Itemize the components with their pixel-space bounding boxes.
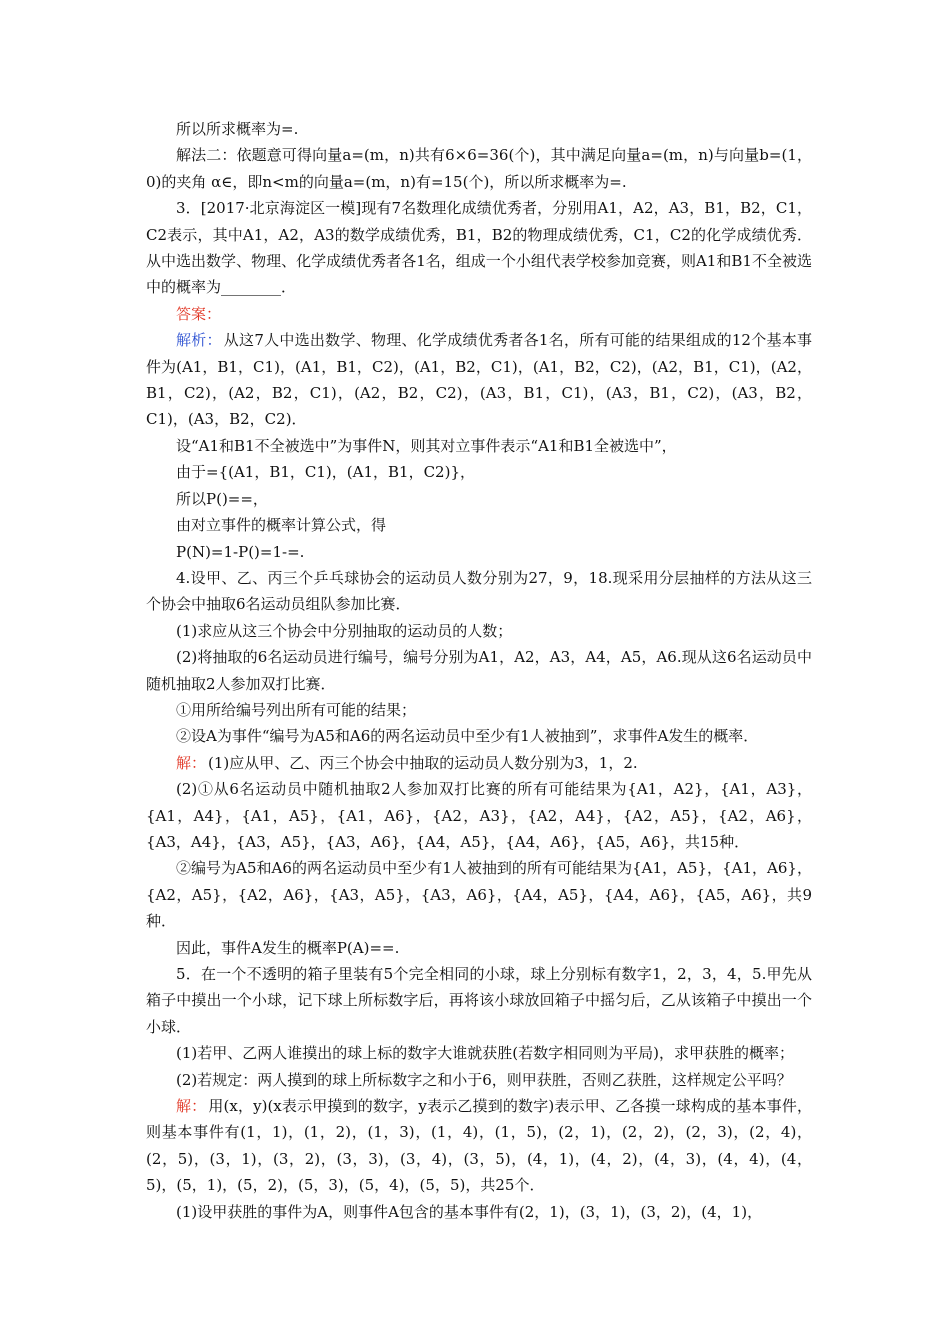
question-4: 4.设甲、乙、丙三个乒乓球协会的运动员人数分别为27，9，18.现采用分层抽样的方法从这三个协会中抽取6名运动员组队参加比赛． — [146, 568, 812, 614]
solution-label: 解： — [176, 753, 207, 772]
text-paragraph: 解法二：依题意可得向量a=(m，n)共有6×6=36(个)，其中满足向量a=(m，n)与向量b=(1，0)的夹角 α∈，即n<m的向量a=(m，n)有=15(个)，所以所求概率为=. — [146, 146, 812, 191]
text-line: 由对立事件的概率计算公式，得 — [176, 516, 387, 535]
document-page — [146, 116, 812, 1225]
solution-4-part-1: 解： (1)应从甲、乙、丙三个协会中抽取的运动员人数分别为3，1，2. — [176, 753, 638, 772]
analysis-label: 解析： — [176, 331, 222, 350]
question-4-part-2a: ①用所给编号列出所有可能的结果； — [176, 700, 417, 719]
text-line: 由于={(A1，B1，C1)，(A1，B1，C2)}， — [176, 463, 475, 482]
question-4-part-2: (2)将抽取的6名运动员进行编号，编号分别为A1，A2，A3，A4，A5，A6.现从这6名运动员中随机抽取2人参加双打比赛． — [146, 648, 812, 693]
question-4-part-2b: ②设A为事件“编号为A5和A6的两名运动员中至少有1人被抽到”，求事件A发生的概率． — [176, 727, 759, 746]
solution-4-part-2a: (2)①从6名运动员中随机抽取2人参加双打比赛的所有可能结果为{A1，A2}，{A1，A3}，{A1，A4}，{A1，A5}，{A1，A6}，{A2，A3}，{A2，A4}，{A2，A5}，{A2，A6}，{A3，A4}，{A3，A5}，{A3，A6}，{A4，A5}，{A4，A6}，{A5，A6}，共15种． — [146, 780, 812, 851]
question-4-part-1: (1)求应从这三个协会中分别抽取的运动员的人数； — [176, 621, 513, 640]
question-5: 5．在一个不透明的箱子里装有5个完全相同的小球，球上分别标有数字1，2，3，4，5.甲先从箱子中摸出一个小球，记下球上所标数字后，再将该小球放回箱子中摇匀后，乙从该箱子中摸出一个小球． — [146, 965, 812, 1036]
analysis-text: 从这7人中选出数学、物理、化学成绩优秀者各1名，所有可能的结果组成的12个基本事件为(A1，B1，C1)，(A1，B1，C2)，(A1，B2，C1)，(A1，B2，C2)，(A2，B1，C1)，(A2，B1，C2)，(A2，B2，C1)，(A2，B2，C2)，(A3，B1，C1)，(A3，B1，C2)，(A3，B2，C1)，(A3，B2，C2)． — [146, 331, 812, 429]
solution-label: 解： — [176, 1097, 207, 1116]
question-3: 3．[2017·北京海淀区一模]现有7名数理化成绩优秀者，分别用A1，A2，A3，B1，B2，C1，C2表示，其中A1，A2，A3的数学成绩优秀，B1，B2的物理成绩优秀，C1，C2的化学成绩优秀．从中选出数学、物理、化学成绩优秀者各1名，组成一个小组代表学校参加竞赛，则A1和B1不全被选中的概率为________． — [146, 199, 812, 297]
question-5-part-2: (2)若规定：两人摸到的球上所标数字之和小于6，则甲获胜，否则乙获胜，这样规定公平吗？ — [176, 1070, 792, 1089]
solution-5: 解： 用(x，y)(x表示甲摸到的数字，y表示乙摸到的数字)表示甲、乙各摸一球构成的基本事件，则基本事件有(1，1)，(1，2)，(1，3)，(1，4)，(1，5)，(2，1)，(2，2)，(2，3)，(2，4)，(2，5)，(3，1)，(3，2)，(3，3)，(3，4)，(3，5)，(4，1)，(4，2)，(4，3)，(4，4)，(4，5)，(5，1)，(5，2)，(5，3)，(5，4)，(5，5)，共25个． — [146, 1097, 812, 1195]
text-line: 设“A1和B1不全被选中”为事件N，则其对立事件表示“A1和B1全被选中”， — [176, 436, 677, 455]
solution-5-part-1: (1)设甲获胜的事件为A，则事件A包含的基本事件有(2，1)，(3，1)，(3，2)，(4，1)， — [176, 1202, 763, 1221]
answer-label: 答案： — [176, 304, 222, 323]
analysis-paragraph — [146, 327, 812, 433]
solution-4-part-2b: ②编号为A5和A6的两名运动员中至少有1人被抽到的所有可能结果为{A1，A5}，{A1，A6}，{A2，A5}，{A2，A6}，{A3，A5}，{A3，A6}，{A4，A5}，{A4，A6}，{A5，A6}，共9种． — [146, 859, 812, 931]
text-line: P(N)=1-P()=1-=. — [176, 542, 305, 561]
solution-4-conclusion: 因此，事件A发生的概率P(A)==. — [176, 938, 400, 957]
answer-line — [146, 301, 812, 327]
question-5-part-1: (1)若甲、乙两人谁摸出的球上标的数字大谁就获胜(若数字相同则为平局)，求甲获胜的概率； — [176, 1044, 794, 1063]
text-line: 所以所求概率为=. — [176, 120, 299, 138]
text-line: 所以P()==， — [176, 489, 268, 508]
